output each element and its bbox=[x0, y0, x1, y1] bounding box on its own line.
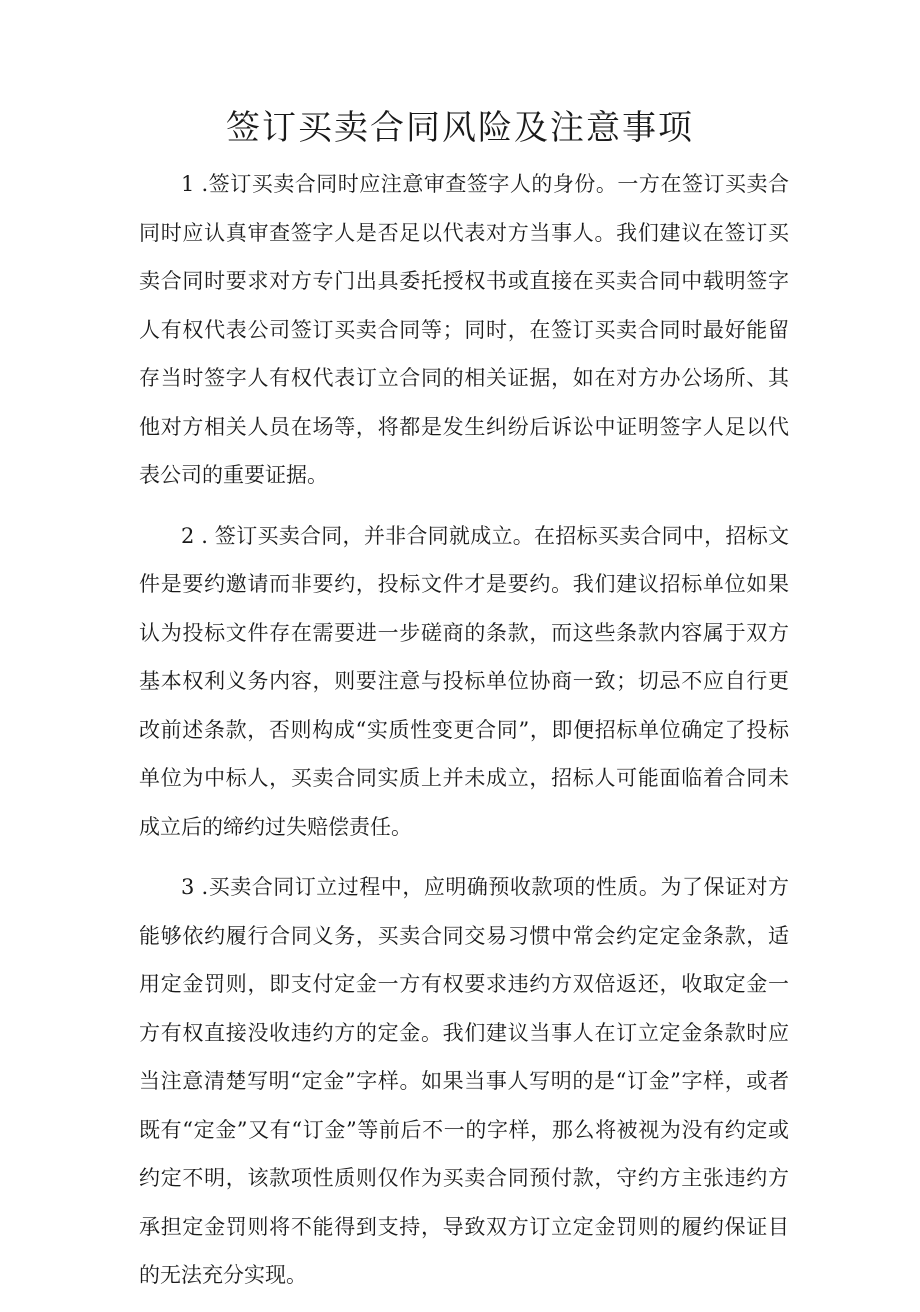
document-title: 签订买卖合同风险及注意事项 bbox=[226, 108, 694, 148]
paragraph-2: 2 . 签订买卖合同，并非合同就成立。在招标买卖合同中，招标文件是要约邀请而非要约，投标文件才是要约。我们建议招标单位如果认为投标文件存在需要进一步磋商的条款，而这些条款内容属于双方基本权利义务内容，则要注意与投标单位协商一致；切忌不应自行更改前述条款，否则构成“实质性变更合同”，即便招标单位确定了投标单位为中标人，买卖合同实质上并未成立，招标人可能面临着合同未成立后的缔约过失赔偿责任。 bbox=[139, 523, 789, 839]
paragraph-3: 3 .买卖合同订立过程中，应明确预收款项的性质。为了保证对方能够依约履行合同义务，买卖合同交易习惯中常会约定定金条款，适用定金罚则，即支付定金一方有权要求违约方双倍返还，收取定金一方有权直接没收违约方的定金。我们建议当事人在订立定金条款时应当注意清楚写明“定金”字样。如果当事人写明的是“订金”字样，或者既有“定金”又有“订金”等前后不一的字样，那么将被视为没有约定或约定不明，该款项性质则仅作为买卖合同预付款，守约方主张违约方承担定金罚则将不能得到支持，导致双方订立定金罚则的履约保证目的无法充分实现。 bbox=[139, 875, 789, 1287]
document-body bbox=[139, 160, 789, 1312]
paragraph-1: 1 .签订买卖合同时应注意审查签字人的身份。一方在签订买卖合同时应认真审查签字人是否足以代表对方当事人。我们建议在签订买卖合同时要求对方专门出具委托授权书或直接在买卖合同中载明签字人有权代表公司签订买卖合同等；同时，在签订买卖合同时最好能留存当时签字人有权代表订立合同的相关证据，如在对方办公场所、其他对方相关人员在场等，将都是发生纠纷后诉讼中证明签字人足以代表公司的重要证据。 bbox=[139, 172, 789, 487]
